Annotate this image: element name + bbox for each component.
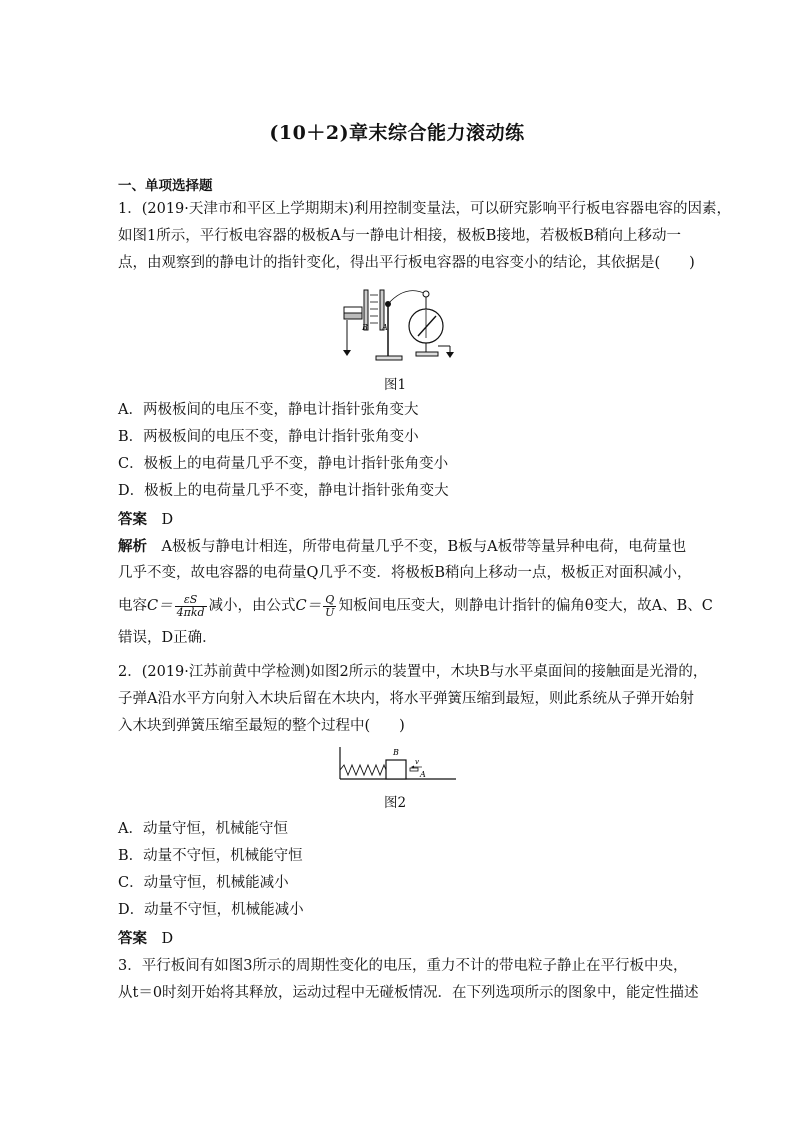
question-2-option-b: B．动量不守恒，机械能守恒 bbox=[118, 848, 303, 864]
figure-1-capacitor-electrometer bbox=[338, 280, 460, 364]
question-2-answer bbox=[118, 927, 173, 948]
figure-1-label-a: A bbox=[382, 323, 388, 332]
question-2-option-a: A．动量守恒，机械能守恒 bbox=[118, 821, 288, 837]
figure-2-caption: 图2 bbox=[384, 795, 407, 811]
fraction-numerator: Q bbox=[323, 594, 336, 607]
figure-2-spring-block bbox=[338, 743, 458, 783]
formula-middle: 减小，由公式 bbox=[208, 598, 296, 614]
question-2-option-c: C．动量守恒，机械能减小 bbox=[118, 875, 289, 891]
figure-1-label-b: B bbox=[362, 323, 368, 332]
figure-2-label-v: v bbox=[415, 758, 419, 766]
fraction-denominator: U bbox=[325, 605, 335, 619]
question-3-line: 3．平行板间有如图3所示的周期性变化的电压，重力不计的带电粒子静止在平行板中央， bbox=[118, 958, 688, 974]
answer-value: D bbox=[161, 931, 174, 947]
section-heading: 一、单项选择题 bbox=[118, 178, 213, 194]
formula-c-label: C＝ bbox=[147, 598, 173, 614]
formula-c-label: C＝ bbox=[295, 598, 322, 614]
analysis-label: 解析 bbox=[118, 538, 147, 555]
analysis-text: A极板与静电计相连，所带电荷量几乎不变，B板与A板带等量异种电荷，电荷量也 bbox=[161, 539, 687, 555]
question-2-line: 子弹A沿水平方向射入木块后留在木块内，将水平弹簧压缩到最短，则此系统从子弹开始射 bbox=[118, 691, 694, 707]
figure-1-caption: 图1 bbox=[384, 377, 407, 393]
question-1-line: 1．(2019·天津市和平区上学期期末)利用控制变量法，可以研究影响平行板电容器电容的因素， bbox=[118, 201, 732, 217]
analysis-line: 错误，D正确． bbox=[118, 630, 217, 646]
question-2-line: 2．(2019·江苏前黄中学检测)如图2所示的装置中，木块B与水平桌面间的接触面是光滑的， bbox=[118, 664, 708, 680]
answer-value: D bbox=[161, 512, 174, 528]
question-2-option-d: D．动量不守恒，机械能减小 bbox=[118, 902, 304, 918]
question-1-line: 如图1所示，平行板电容器的极板A与一静电计相接，极板B接地，若极板B稍向上移动一 bbox=[118, 228, 682, 244]
question-1-option-a: A．两极板间的电压不变，静电计指针张角变大 bbox=[118, 402, 419, 418]
question-1-option-c: C．极板上的电荷量几乎不变，静电计指针张角变小 bbox=[118, 456, 449, 472]
analysis-line bbox=[118, 533, 687, 560]
question-1-option-d: D．极板上的电荷量几乎不变，静电计指针张角变大 bbox=[118, 483, 449, 499]
question-3-line: 从t＝0时刻开始将其释放，运动过程中无碰板情况．在下列选项所示的图象中，能定性描述 bbox=[118, 985, 699, 1001]
formula-suffix: 知板间电压变大，则静电计指针的偏角θ变大，故A、B、C bbox=[338, 598, 713, 614]
answer-label: 答案 bbox=[118, 930, 147, 947]
question-1-line: 点，由观察到的静电计的指针变化，得出平行板电容器的电容变小的结论，其依据是( ) bbox=[118, 255, 695, 271]
question-1-option-b: B．两极板间的电压不变，静电计指针张角变小 bbox=[118, 429, 419, 445]
formula-capacitance-fraction bbox=[175, 594, 207, 619]
analysis-formula-line bbox=[118, 587, 713, 625]
analysis-line: 几乎不变，故电容器的电荷量Q几乎不变．将极板B稍向上移动一点，极板正对面积减小， bbox=[118, 565, 692, 581]
fraction-denominator: 4πkd bbox=[176, 605, 205, 619]
formula-prefix: 电容 bbox=[118, 598, 147, 614]
figure-2-label-b: B bbox=[393, 748, 399, 757]
question-1-analysis bbox=[118, 533, 713, 652]
question-3-stem bbox=[118, 953, 699, 1007]
fraction-numerator: εS bbox=[175, 594, 207, 607]
formula-qu-fraction bbox=[323, 594, 336, 619]
figure-2-label-a: A bbox=[420, 770, 426, 779]
page-title: (10＋2)章末综合能力滚动练 bbox=[269, 122, 525, 144]
answer-label: 答案 bbox=[118, 511, 147, 528]
question-2-stem bbox=[118, 659, 708, 740]
question-1-stem bbox=[118, 196, 732, 277]
question-1-answer bbox=[118, 508, 173, 529]
question-2-line: 入木块到弹簧压缩至最短的整个过程中( ) bbox=[118, 718, 405, 734]
